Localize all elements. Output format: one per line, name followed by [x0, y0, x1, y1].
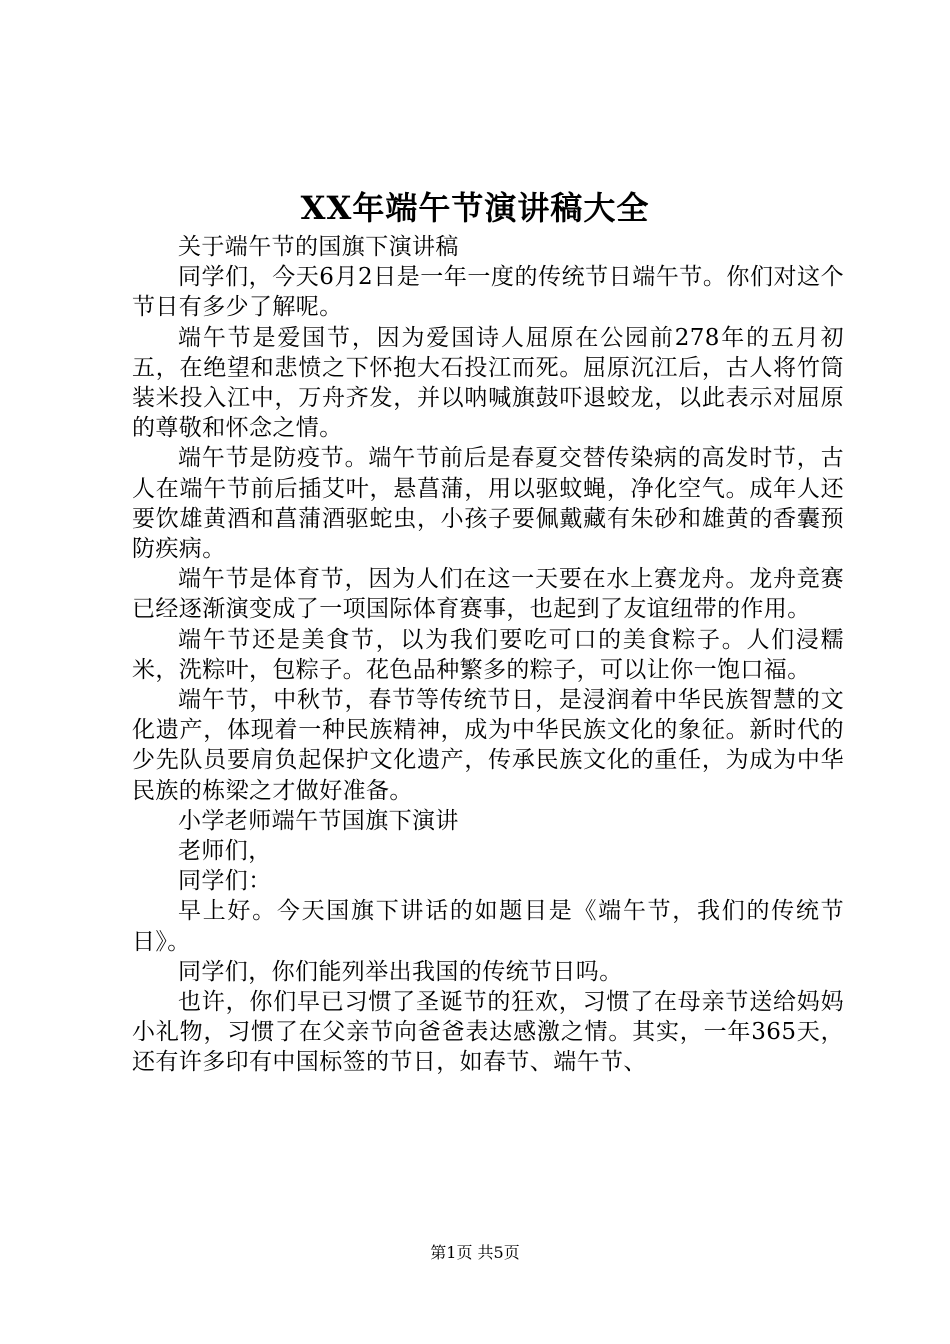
paragraph: 端午节还是美食节，以为我们要吃可口的美食粽子。人们浸糯米，洗粽叶，包粽子。花色品种繁多的粽子，可以让你一饱口福。	[132, 626, 844, 683]
paragraph: 早上好。今天国旗下讲话的如题目是《端午节，我们的传统节日》。	[132, 898, 844, 955]
paragraph: 同学们，今天6月2日是一年一度的传统节日端午节。你们对这个节日有多少了解呢。	[132, 264, 844, 321]
document-title: XX年端午节演讲稿大全	[300, 189, 650, 227]
paragraph: 端午节是防疫节。端午节前后是春夏交替传染病的高发时节，古人在端午节前后插艾叶，悬菖蒲，用以驱蚊蝇，净化空气。成年人还要饮雄黄酒和菖蒲酒驱蛇虫，小孩子要佩戴藏有朱砂和雄黄的香囊预防疾病。	[132, 445, 844, 563]
paragraph: 端午节是爱国节，因为爱国诗人屈原在公园前278年的五月初五，在绝望和悲愤之下怀抱大石投江而死。屈原沉江后，古人将竹筒装米投入江中，万舟齐发，并以呐喊旗鼓吓退蛟龙，以此表示对屈原的尊敬和怀念之情。	[132, 324, 844, 442]
paragraph: 关于端午节的国旗下演讲稿	[178, 234, 459, 260]
paragraph: 同学们，你们能列举出我国的传统节日吗。	[178, 958, 623, 985]
paragraph: 同学们：	[178, 868, 272, 895]
paragraph: 端午节是体育节，因为人们在这一天要在水上赛龙舟。龙舟竞赛已经逐渐演变成了一项国际体育赛事，也起到了友谊纽带的作用。	[132, 566, 844, 623]
paragraph: 端午节，中秋节，春节等传统节日，是浸润着中华民族智慧的文化遗产，体现着一种民族精神，成为中华民族文化的象征。新时代的少先队员要肩负起保护文化遗产，传承民族文化的重任，为成为中华民族的栋梁之才做好准备。	[132, 687, 844, 804]
paragraph: 老师们，	[178, 838, 272, 865]
document-body	[132, 232, 844, 1078]
paragraph: 也许，你们早已习惯了圣诞节的狂欢，习惯了在母亲节送给妈妈小礼物，习惯了在父亲节向爸爸表达感激之情。其实，一年365天，还有许多印有中国标签的节日，如春节、端午节、	[132, 989, 844, 1076]
page-footer: 第1页 共5页	[430, 1243, 520, 1262]
paragraph: 小学老师端午节国旗下演讲	[178, 807, 459, 834]
